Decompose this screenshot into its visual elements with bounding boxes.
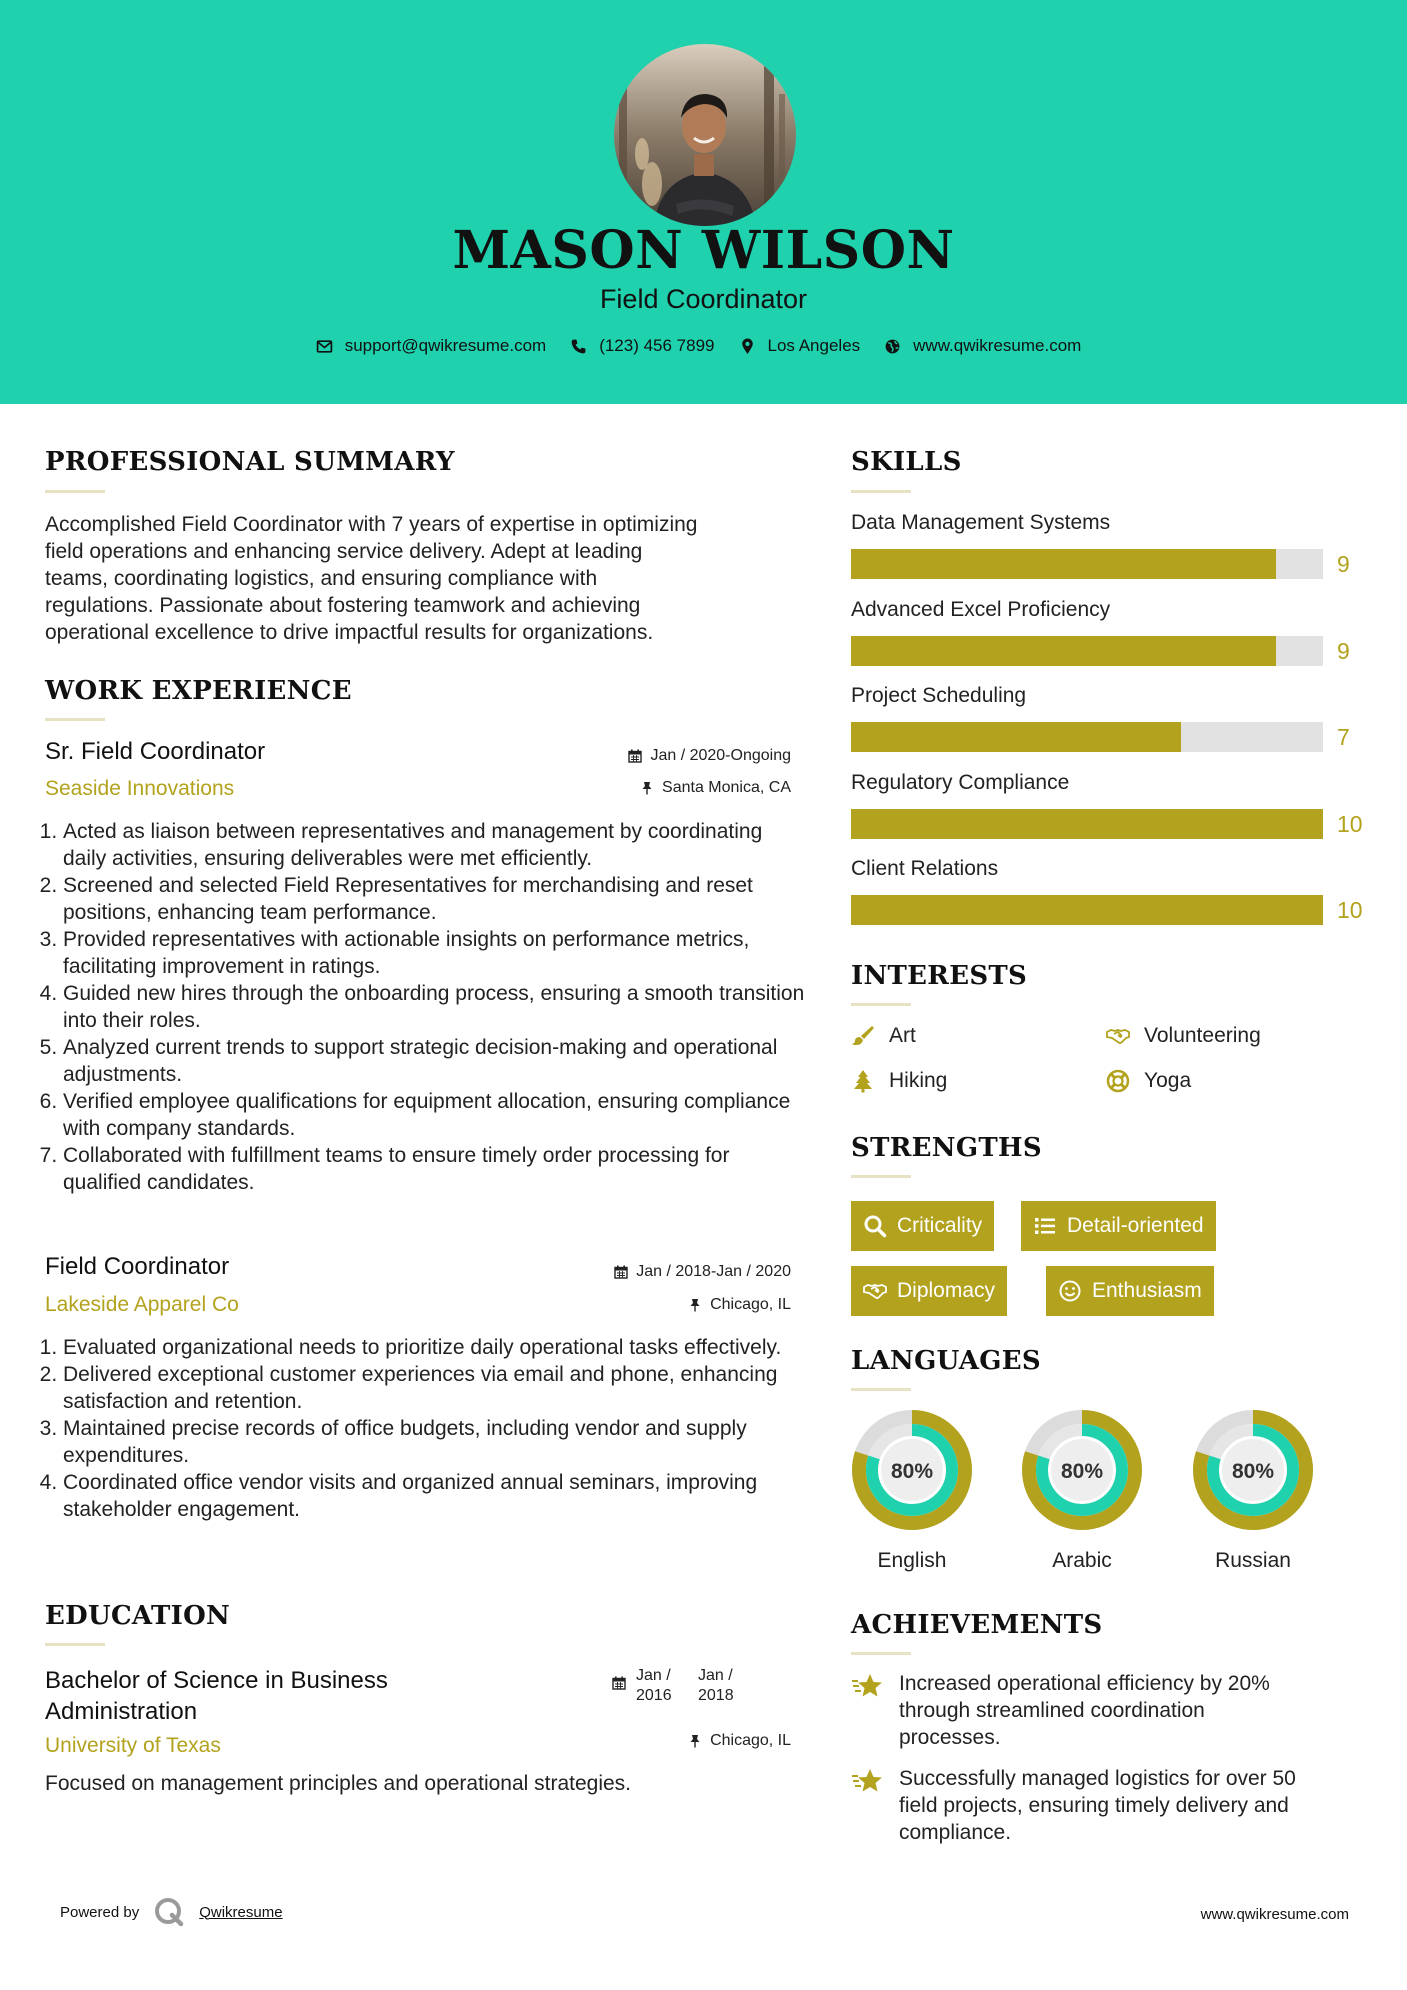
qwikresume-link[interactable]: Qwikresume xyxy=(199,1903,283,1921)
strength-badge xyxy=(851,1201,994,1251)
handshake-icon xyxy=(1106,1024,1130,1048)
list-item: 2. Delivered exceptional customer experiences via email and phone, enhancing satisfaction and retention. xyxy=(63,1361,805,1415)
strengths-heading: STRENGTHS xyxy=(851,1133,1042,1163)
tree-icon xyxy=(851,1069,875,1093)
strength-badge xyxy=(851,1266,1007,1316)
lifebuoy-icon xyxy=(1106,1069,1130,1093)
strength-label: Diplomacy xyxy=(897,1279,996,1302)
skills-rule xyxy=(851,490,911,493)
skill-bar-track xyxy=(851,549,1323,579)
candidate-name: MASON WILSON xyxy=(452,220,955,281)
contact-phone[interactable] xyxy=(570,336,714,356)
contact-website[interactable] xyxy=(884,336,1081,356)
list-item: 6. Verified employee qualifications for equipment allocation, ensuring compliance with company standards. xyxy=(63,1088,805,1142)
avatar xyxy=(614,44,796,226)
list-item: 5. Analyzed current trends to support strategic decision-making and operational adjustments. xyxy=(63,1034,805,1088)
skill-value: 10 xyxy=(1337,897,1363,923)
search-icon xyxy=(863,1214,887,1238)
footer-powered-by xyxy=(60,1896,283,1928)
achievements-heading: ACHIEVEMENTS xyxy=(851,1610,1103,1640)
job-title: Field Coordinator xyxy=(45,1253,230,1280)
language-percent: 80% xyxy=(1231,1460,1275,1483)
education-end-line: Jan / xyxy=(698,1667,733,1684)
interest-label: Art xyxy=(889,1024,916,1047)
strength-badge xyxy=(1021,1201,1216,1251)
language-donut xyxy=(1192,1409,1314,1531)
experience-rule xyxy=(45,718,105,721)
skill-value: 9 xyxy=(1337,551,1350,577)
skill-bar-fill xyxy=(851,549,1276,579)
degree-line: Bachelor of Science in Business xyxy=(45,1667,388,1694)
education-start xyxy=(636,1666,688,1706)
education-rule xyxy=(45,1643,105,1646)
strengths-rule xyxy=(851,1175,911,1178)
star-badge-icon xyxy=(851,1767,885,1797)
education-location-text: Chicago, IL xyxy=(710,1732,791,1749)
strength-badge xyxy=(1046,1266,1214,1316)
skill-value: 10 xyxy=(1337,810,1363,837)
interests-rule xyxy=(851,1003,911,1006)
summary-line: operational excellence to drive impactful results for organizations. xyxy=(45,621,654,644)
list-item: 3. Provided representatives with actionable insights on performance metrics, facilitating improvement in ratings. xyxy=(63,926,805,980)
star-badge-icon xyxy=(851,1672,885,1702)
skill-label: Data Management Systems xyxy=(851,511,1111,534)
achievement-line: field projects, ensuring timely delivery and xyxy=(899,1794,1289,1817)
paintbrush-icon xyxy=(851,1024,875,1048)
list-item: 1. Acted as liaison between representatives and management by coordinating daily activities, ensuring deliverables were met efficiently. xyxy=(63,818,805,872)
summary-heading: PROFESSIONAL SUMMARY xyxy=(45,447,455,477)
strength-label: Criticality xyxy=(897,1214,983,1237)
qwikresume-logo-icon xyxy=(153,1896,185,1928)
achievement-text xyxy=(899,1765,1296,1846)
header-banner xyxy=(0,0,1407,404)
phone-icon xyxy=(570,338,587,355)
pin-icon xyxy=(640,781,654,795)
calendar-icon xyxy=(628,749,642,763)
job-title: Sr. Field Coordinator xyxy=(45,738,266,765)
skill-bar-track xyxy=(851,636,1323,666)
language-label: Arabic xyxy=(1052,1549,1112,1572)
languages-rule xyxy=(851,1388,911,1391)
contact-phone-text: (123) 456 7899 xyxy=(599,336,715,355)
skill-value: 7 xyxy=(1337,724,1350,750)
achievement-item xyxy=(851,1670,1270,1751)
skill-label: Client Relations xyxy=(851,857,999,880)
summary-line: Accomplished Field Coordinator with 7 years of expertise in optimizing xyxy=(45,513,698,536)
list-item: 4. Guided new hires through the onboarding process, ensuring a smooth transition into their roles. xyxy=(63,980,805,1034)
skill-bar-track xyxy=(851,895,1323,925)
envelope-icon xyxy=(316,338,333,355)
contact-bar xyxy=(0,336,1407,356)
skill-bar-fill xyxy=(851,809,1323,839)
contact-email[interactable] xyxy=(316,336,547,356)
interest-hiking xyxy=(851,1069,947,1093)
language-percent: 80% xyxy=(1060,1460,1104,1483)
list-item: 4. Coordinated office vendor visits and organized annual seminars, improving stakeholder engagement. xyxy=(63,1469,805,1523)
achievement-line: compliance. xyxy=(899,1821,1012,1844)
education-dates xyxy=(612,1666,734,1706)
skill-label: Project Scheduling xyxy=(851,684,1027,707)
job-bullets xyxy=(45,1334,805,1523)
job-dates-text: Jan / 2018-Jan / 2020 xyxy=(636,1263,791,1280)
achievement-line: Increased operational efficiency by 20% xyxy=(899,1672,1270,1695)
interest-label: Yoga xyxy=(1144,1069,1192,1092)
job-location-text: Chicago, IL xyxy=(710,1296,791,1313)
education-school: University of Texas xyxy=(45,1734,221,1757)
contact-location xyxy=(739,336,861,356)
degree-line: Administration xyxy=(45,1698,198,1725)
language-item xyxy=(1192,1409,1314,1581)
interest-yoga xyxy=(1106,1069,1191,1093)
skill-bar-fill xyxy=(851,722,1181,752)
job-dates-text: Jan / 2020-Ongoing xyxy=(650,747,791,764)
degree-title xyxy=(45,1665,388,1727)
interests-heading: INTERESTS xyxy=(851,961,1028,991)
job-company: Lakeside Apparel Co xyxy=(45,1293,239,1316)
strength-label: Detail-oriented xyxy=(1067,1214,1204,1237)
summary-line: field operations and enhancing service delivery. Adept at leading xyxy=(45,540,643,563)
job-location xyxy=(500,779,791,797)
calendar-icon xyxy=(612,1676,626,1690)
education-location xyxy=(500,1732,791,1750)
skill-bar-fill xyxy=(851,636,1276,666)
achievement-line: Successfully managed logistics for over 50 xyxy=(899,1767,1296,1790)
interest-label: Hiking xyxy=(889,1069,948,1092)
summary-rule xyxy=(45,490,105,493)
skill-bar-track xyxy=(851,722,1323,752)
powered-by-text: Powered by xyxy=(60,1903,140,1921)
skill-bar-fill xyxy=(851,895,1323,925)
calendar-icon xyxy=(614,1265,628,1279)
achievement-item xyxy=(851,1765,1296,1846)
list-icon xyxy=(1033,1214,1057,1238)
list-item: 3. Maintained precise records of office budgets, including vendor and supply expenditures. xyxy=(63,1415,805,1469)
skill-label: Advanced Excel Proficiency xyxy=(851,597,1111,621)
smile-icon xyxy=(1058,1279,1082,1303)
summary-line: teams, coordinating logistics, and ensuring compliance with xyxy=(45,567,598,590)
education-end xyxy=(698,1666,734,1706)
skill-value: 9 xyxy=(1337,637,1350,664)
language-donut xyxy=(851,1409,973,1531)
education-start-line: 2016 xyxy=(636,1687,672,1704)
job-location xyxy=(500,1296,791,1314)
achievement-line: through streamlined coordination xyxy=(899,1699,1205,1722)
handshake-icon xyxy=(863,1279,887,1303)
language-item xyxy=(851,1409,973,1581)
summary-text xyxy=(45,511,805,646)
language-label: Russian xyxy=(1215,1549,1291,1572)
language-label: English xyxy=(877,1549,947,1572)
achievement-text xyxy=(899,1670,1270,1751)
map-pin-icon xyxy=(739,338,756,355)
contact-email-text: support@qwikresume.com xyxy=(344,336,547,355)
pin-icon xyxy=(688,1298,702,1312)
job-company: Seaside Innovations xyxy=(45,777,235,800)
list-item: 2. Screened and selected Field Representatives for merchandising and reset positions, enhancing team performance. xyxy=(63,872,805,926)
summary-line: regulations. Passionate about fostering teamwork and achieving xyxy=(45,594,641,617)
contact-website-text: www.qwikresume.com xyxy=(913,336,1082,355)
education-end-line: 2018 xyxy=(698,1687,734,1704)
job-location-text: Santa Monica, CA xyxy=(662,779,791,796)
interest-art xyxy=(851,1024,916,1048)
language-donut xyxy=(1021,1409,1143,1531)
interest-volunteering xyxy=(1106,1024,1261,1048)
footer-website[interactable]: www.qwikresume.com xyxy=(1200,1906,1349,1923)
list-item: 1. Evaluated organizational needs to prioritize daily operational tasks effectively. xyxy=(63,1334,805,1361)
language-item xyxy=(1021,1409,1143,1581)
language-percent: 80% xyxy=(890,1460,934,1483)
education-start-line: Jan / xyxy=(636,1667,671,1684)
languages-heading: LANGUAGES xyxy=(851,1346,1041,1376)
skill-label: Regulatory Compliance xyxy=(851,770,1070,794)
skill-bar-track xyxy=(851,809,1323,839)
job-dates xyxy=(500,1263,791,1281)
experience-heading: WORK EXPERIENCE xyxy=(45,676,352,706)
skills-heading: SKILLS xyxy=(851,447,962,477)
interest-label: Volunteering xyxy=(1144,1024,1261,1047)
achievement-line: processes. xyxy=(899,1726,1001,1749)
candidate-title: Field Coordinator xyxy=(599,284,808,314)
strength-label: Enthusiasm xyxy=(1092,1279,1202,1302)
education-heading: EDUCATION xyxy=(45,1601,231,1631)
job-dates xyxy=(500,747,791,765)
achievements-rule xyxy=(851,1652,911,1655)
list-item: 7. Collaborated with fulfillment teams to ensure timely order processing for qualified candidates. xyxy=(63,1142,805,1196)
pin-icon xyxy=(688,1734,702,1748)
globe-icon xyxy=(884,338,901,355)
contact-location-text: Los Angeles xyxy=(767,336,861,355)
job-bullets xyxy=(45,818,805,1196)
education-description: Focused on management principles and operational strategies. xyxy=(45,1772,632,1795)
